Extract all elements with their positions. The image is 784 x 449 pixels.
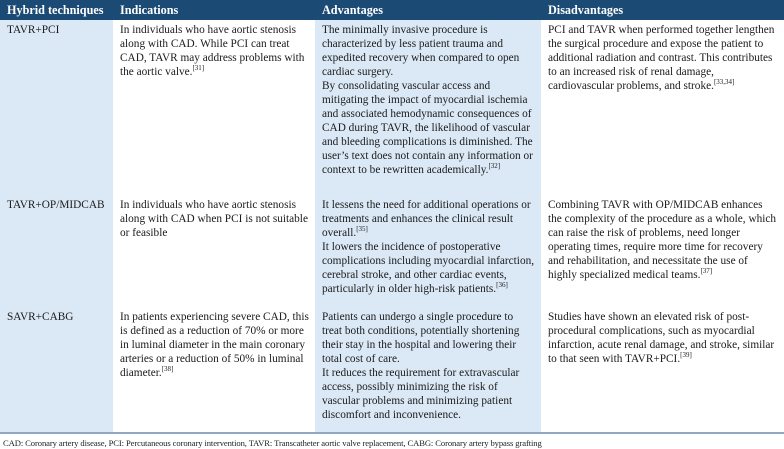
citation-ref: [32] <box>488 162 501 170</box>
cell-paragraph <box>322 366 535 422</box>
paragraph-text: PCI and TAVR when performed together lengthen the surgical procedure and expose the patient to additional radiation and contrast. This contributes to an increased risk of renal damage, cardiovascular problems, and stroke. <box>548 24 775 92</box>
header-disadvantages: Disadvantages <box>541 0 784 20</box>
header-indications: Indications <box>113 0 315 20</box>
paragraph-text: In individuals who have aortic stenosis along with CAD. While PCI can treat CAD, TAVR may address problems with the aortic valve. <box>120 24 305 78</box>
indications-cell <box>113 20 315 195</box>
disadvantages-cell <box>541 307 784 433</box>
technique-cell: SAVR+CABG <box>0 307 113 433</box>
advantages-cell <box>315 307 541 433</box>
paragraph-text: In patients experiencing severe CAD, this is defined as a reduction of 70% or more in luminal diameter in the main coronary arteries or a reduction of 50% in luminal diameter. <box>120 311 309 379</box>
citation-ref: [31] <box>192 64 205 72</box>
paragraph-text: It lowers the incidence of postoperative complications including myocardial infarction, cerebral stroke, and other cardiac events, particularly in older high-risk patients. <box>322 241 535 295</box>
cell-paragraph <box>548 198 778 282</box>
disadvantages-cell <box>541 20 784 195</box>
paragraph-text: In individuals who have aortic stenosis along with CAD when PCI is not suitable or feasible <box>120 199 308 239</box>
paragraph-text: Combining TAVR with OP/MIDCAB enhances the complexity of the procedure as a whole, which can raise the risk of problems, need longer operating times, require more time for recovery and rehabilitation, and necessitate the use of highly specialized medical teams. <box>548 199 777 281</box>
cell-paragraph <box>322 23 535 79</box>
paragraph-text: By consolidating vascular access and mitigating the impact of myocardial ischemia and associated hemodynamic consequences of CAD during TAVR, the likelihood of vascular and bleeding complications is diminished. The user’s text does not contain any information or context to be rewritten academically. <box>322 80 533 176</box>
table-row <box>0 195 784 307</box>
cell-paragraph <box>120 310 309 380</box>
table-row <box>0 307 784 433</box>
cell-paragraph <box>322 310 535 366</box>
citation-ref: [33,34] <box>713 78 735 86</box>
cell-paragraph <box>548 23 778 93</box>
paragraph-text: It reduces the requirement for extravascular access, possibly minimizing the risk of vascular problems and minimizing patient discomfort and inconvenience. <box>322 367 520 421</box>
cell-paragraph <box>120 23 309 79</box>
cell-paragraph <box>322 240 535 296</box>
technique-cell: TAVR+PCI <box>0 20 113 195</box>
citation-ref: [37] <box>700 267 713 275</box>
cell-paragraph <box>120 198 309 240</box>
advantages-cell <box>315 195 541 307</box>
citation-ref: [35] <box>356 225 368 233</box>
indications-cell <box>113 195 315 307</box>
advantages-cell <box>315 20 541 195</box>
citation-ref: [39] <box>680 351 692 359</box>
paragraph-text: Patients can undergo a single procedure to treat both conditions, potentially shortening their stay in the hospital and lowering their total cost of care. <box>322 311 520 365</box>
table-row <box>0 20 784 195</box>
header-hybrid-techniques: Hybrid techniques <box>0 0 113 20</box>
table-header-row <box>0 0 784 20</box>
paragraph-text: It lessens the need for additional operations or treatments and enhances the clinical result overall. <box>322 199 531 239</box>
paragraph-text: Studies have shown an elevated risk of post-procedural complications, such as myocardial infarction, acute renal damage, and stroke, similar to that seen with TAVR+PCI. <box>548 311 775 365</box>
disadvantages-cell <box>541 195 784 307</box>
cell-paragraph <box>322 79 535 177</box>
technique-cell: TAVR+OP/MIDCAB <box>0 195 113 307</box>
cell-paragraph <box>548 310 778 366</box>
paragraph-text: The minimally invasive procedure is characterized by less patient trauma and expedited recovery when compared to open cardiac surgery. <box>322 24 520 78</box>
citation-ref: [36] <box>496 281 508 289</box>
indications-cell <box>113 307 315 433</box>
citation-ref: [38] <box>161 365 174 373</box>
header-advantages: Advantages <box>315 0 541 20</box>
cell-paragraph <box>322 198 535 240</box>
table-footnote: CAD: Coronary artery disease, PCI: Percutaneous coronary intervention, TAVR: Transcatheter aortic valve replacement, CABG: Coronary artery bypass grafting <box>3 438 542 448</box>
